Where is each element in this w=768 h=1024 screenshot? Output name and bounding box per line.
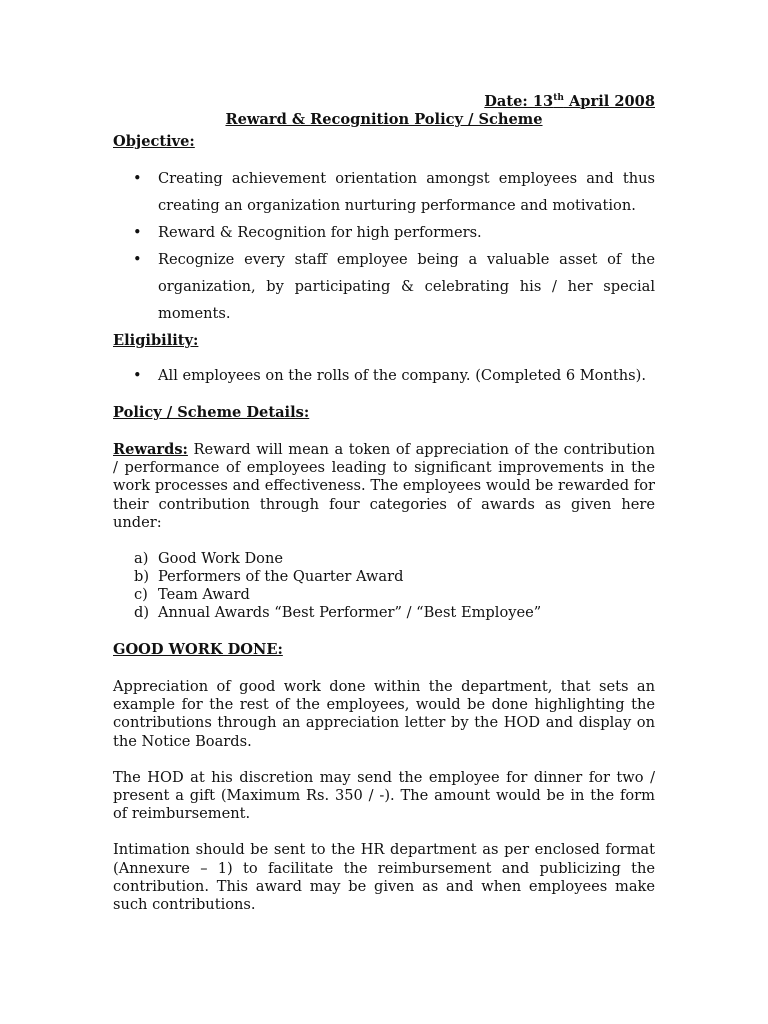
good-work-paragraph: Intimation should be sent to the HR department as per enclosed format (Annexure – 1) to facilitate the reimbursement and publicizing the contribution. This award may be given as and when employees make such contributions. <box>113 841 655 914</box>
document-body <box>113 92 655 914</box>
list-marker: a) <box>134 550 149 568</box>
good-work-done-heading: GOOD WORK DONE: <box>113 641 283 659</box>
eligibility-list <box>113 367 655 385</box>
list-marker: b) <box>134 568 150 586</box>
document-title: Reward & Recognition Policy / Scheme <box>225 111 543 128</box>
document-date: Date: 13th April 2008 <box>484 93 655 110</box>
bullet-icon: • <box>133 367 142 384</box>
list-marker: d) <box>134 604 150 622</box>
bullet-icon: • <box>133 170 142 187</box>
list-item: • Creating achievement orientation amongst employees and thus creating an organization nurturing performance and motivation. <box>113 165 655 219</box>
objective-list <box>113 165 655 327</box>
good-work-paragraph: The HOD at his discretion may send the employee for dinner for two / present a gift (Maximum Rs. 350 / -). The amount would be in the form of reimbursement. <box>113 768 655 823</box>
awards-list <box>113 550 655 622</box>
bullet-icon: • <box>133 251 142 268</box>
eligibility-heading: Eligibility: <box>113 332 199 349</box>
rewards-paragraph: Rewards: Reward will mean a token of appreciation of the contribution / performance of employees leading to significant improvements in the work processes and effectiveness. The employees would be rewarded for their contribution through four categories of awards as given here under: <box>113 441 655 531</box>
bullet-icon: • <box>133 224 142 241</box>
list-item: • Recognize every staff employee being a valuable asset of the organization, by participating & celebrating his / her special moments. <box>113 246 655 327</box>
list-item: d) Annual Awards “Best Performer” / “Best Employee” <box>134 604 542 622</box>
list-item: b) Performers of the Quarter Award <box>134 568 404 586</box>
objective-heading: Objective: <box>113 133 195 150</box>
list-item: • Reward & Recognition for high performers. <box>113 219 655 246</box>
date-ordinal-suffix: th <box>553 93 564 104</box>
list-marker: c) <box>134 586 148 604</box>
list-item: • All employees on the rolls of the company. (Completed 6 Months). <box>133 367 646 384</box>
list-item: a) Good Work Done <box>134 550 283 568</box>
policy-heading: Policy / Scheme Details: <box>113 404 310 421</box>
list-item: c) Team Award <box>134 586 250 604</box>
good-work-paragraph: Appreciation of good work done within the department, that sets an example for the rest of the employees, would be done highlighting the contributions through an appreciation letter by the HOD and display on the Notice Boards. <box>113 678 655 750</box>
rewards-label: Rewards: <box>113 441 188 458</box>
